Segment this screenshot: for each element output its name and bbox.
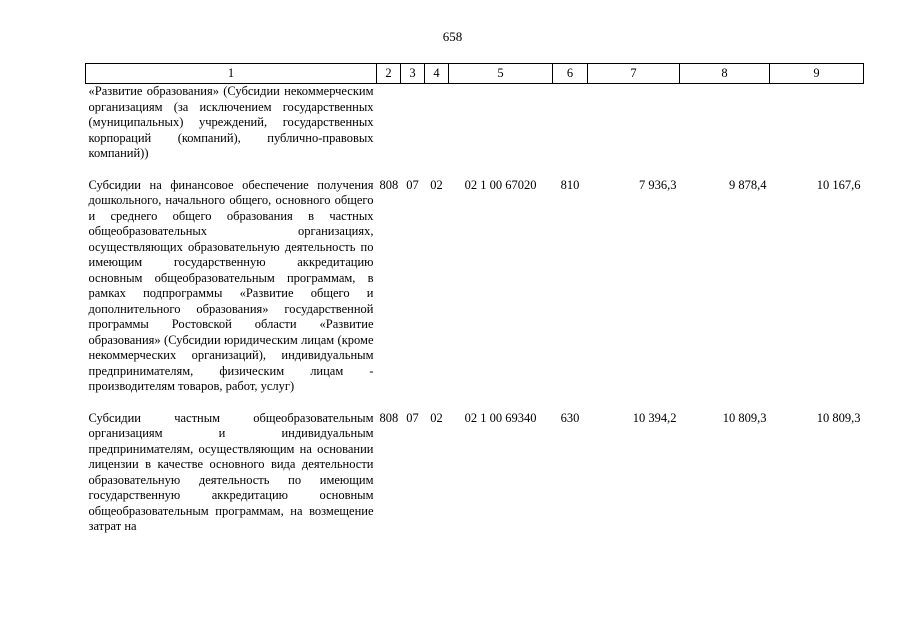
cell-subsection: 02 [430, 410, 443, 425]
cell-expense-type [553, 84, 588, 178]
column-header-6: 6 [553, 64, 588, 84]
cell-section: 07 [406, 177, 419, 192]
row-description: Субсидии частным общеобразовательным организациям и индивидуальным предпринимателям, осуществляющим на основании лицензии в качестве основного вида деятельности образовательную деятельность по имеющим государственную аккредитацию основным общеобразовательным программам, на возмещение затрат на [88, 410, 374, 533]
page-number: 658 [442, 29, 463, 44]
cell-amount-3: 10 809,3 [816, 410, 861, 425]
cell-section [401, 84, 425, 178]
cell-expense-type: 810 [560, 177, 580, 192]
cell-amount-2: 10 809,3 [722, 410, 767, 425]
cell-amount-2 [680, 84, 770, 178]
row-description: Субсидии на финансовое обеспечение получения дошкольного, начального общего, основного общего и среднего общего образования в частных общеобразовательных организациях, осуществляющих образовательную деятельность по имеющим государственную аккредитацию основным общеобразовательным программам, в рамках подпрограммы «Развитие общего и дополнительного образования» государственной программы Ростовской области «Развитие образования» (Субсидии юридическим лицам (кроме некоммерческих организаций), индивидуальным предпринимателям, физическим лицам - производителям товаров, работ, услуг) [88, 177, 374, 393]
row-description: «Развитие образования» (Субсидии некоммерческим организациям (за исключением государственных (муниципальных) учреждений, государственных корпораций (компаний), публично-правовых компаний)) [88, 84, 374, 160]
column-header-2: 2 [377, 64, 401, 84]
cell-subsection: 02 [430, 177, 443, 192]
cell-ministry-code [377, 84, 401, 178]
column-header-9: 9 [770, 64, 864, 84]
cell-amount-1 [588, 84, 680, 178]
budget-table [85, 63, 864, 551]
table-row [86, 84, 864, 178]
cell-target-article [449, 84, 553, 178]
table-row [86, 411, 864, 551]
cell-target-article: 02 1 00 67020 [464, 177, 537, 192]
column-header-3: 3 [401, 64, 425, 84]
cell-subsection [425, 84, 449, 178]
cell-amount-3: 10 167,6 [816, 177, 861, 192]
table-row [86, 178, 864, 411]
column-header-1: 1 [86, 64, 377, 84]
cell-amount-1: 7 936,3 [639, 177, 677, 192]
cell-amount-3 [770, 84, 864, 178]
cell-section: 07 [406, 410, 419, 425]
cell-expense-type: 630 [560, 410, 580, 425]
column-header-8: 8 [680, 64, 770, 84]
cell-target-article: 02 1 00 69340 [464, 410, 537, 425]
cell-ministry-code: 808 [379, 410, 399, 425]
cell-ministry-code: 808 [379, 177, 399, 192]
table-header-row [86, 64, 864, 84]
column-header-7: 7 [588, 64, 680, 84]
cell-amount-1: 10 394,2 [632, 410, 677, 425]
column-header-4: 4 [425, 64, 449, 84]
column-header-5: 5 [449, 64, 553, 84]
cell-amount-2: 9 878,4 [729, 177, 767, 192]
